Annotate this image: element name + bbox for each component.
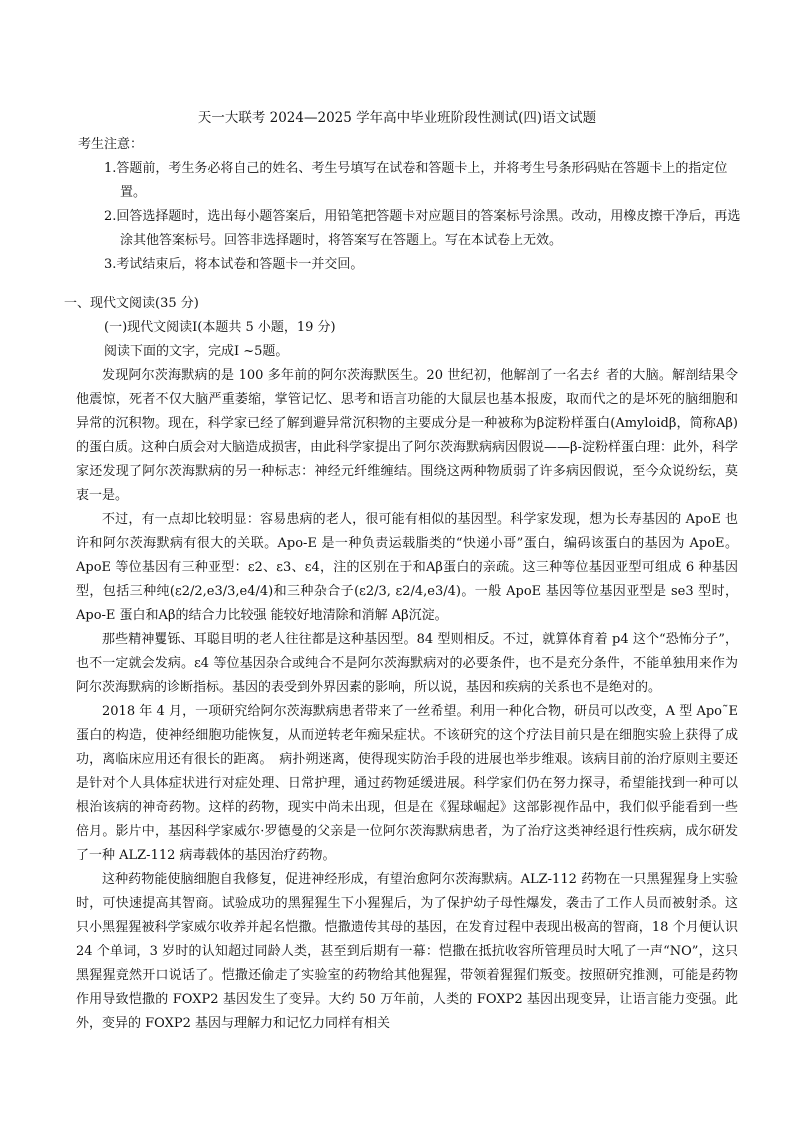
subsection-heading: (一)现代文阅读Ⅰ(本题共 5 小题，19 分)	[104, 320, 336, 335]
notice-list	[104, 157, 744, 277]
notice-item: 1.答题前，考生务必将自己的姓名、考生号填写在试卷和答题卡上，并将考生号条形码贴在答题卡上的指定位置。	[104, 161, 728, 200]
notice-item: 2.回答选择题时，选出每小题答案后，用铅笔把答题卡对应题目的答案标号涂黑。改动，用橡皮擦干净后，再选涂其他答案标号。回答非选择题时，将答案写在答题上。写在本试卷上无效。	[104, 209, 741, 248]
passage-paragraph: 这种药物能使脑细胞自我修复，促进神经形成，有望治愈阿尔茨海默病。ALZ-112 药物在一只黑猩猩身上实验时，可快速提高其智商。试验成功的黑猩猩生下小猩猩后，为了保护幼子母性爆发，袭击了工作人员而被射杀。这只小黑猩猩被科学家威尔收养并起名恺撒。恺撒遗传其母的基因，在发育过程中表现出极高的智商，18 个月便认识 24 个单词，3 岁时的认知超过同龄人类，甚至到后期有一幕：恺撒在抵抗收容所管理员时大吼了一声“NO”，这只黑猩猩竟然开口说话了。恺撒还偷走了实验室的药物给其他猩猩，带领着猩猩们叛变。按照研究推测，可能是药物作用导致恺撒的 FOXP2 基因发生了变异。大约 50 万年前，人类的 FOXP2 基因出现变异，让语言能力变强。此外，变异的 FOXP2 基因与理解力和记忆力同样有相关	[76, 872, 738, 1031]
passage-paragraph: 发现阿尔茨海默病的是 100 多年前的阿尔茨海默医生。20 世纪初，他解剖了一名去纟者的大脑。解剖结果令他震惊，死者不仅大脑严重萎缩，掌管记忆、思考和语言功能的大鼠层也基本报废，取而代之的是坏死的脑细胞和异常的沉积物。现在，科学家已经了解到避异常沉积物的主要成分是一种被称为β淀粉样蛋白(Amyloidβ，简称Aβ)的蛋白质。这种白质会对大脑造成损害，由此科学家提出了阿尔茨海默病病因假说——β-淀粉样蛋白理：此外，科学家还发现了阿尔茨海默病的另一种标志：神经元纤维缠结。围绕这两种物质弱了许多病因假说，至今众说纷纭，莫衷一是。	[76, 368, 738, 503]
notice-item: 3.考试结束后，将本试卷和答题卡一并交回。	[104, 257, 364, 272]
passage-paragraph: 那些精神矍铄、耳聪目明的老人往往都是这种基因型。84 型则相反。不过，就算体育着 p4 这个“恐怖分子”，也不一定就会发病。ε4 等位基因杂合或纯合不是阿尔茨海默病对的必要条件，也不是充分条件，不能单独用来作为阿尔茨海默病的诊断指标。基因的表受到外界因素的影响，所以说，基因和疾病的关系也不是绝对的。	[76, 632, 738, 695]
reading-passage	[76, 364, 738, 1036]
passage-paragraph: 2018 年 4 月，一项研究给阿尔茨海默病患者带来了一丝希望。利用一种化合物，研员可以改变，A 型 Apo˜E 蛋白的构造，使神经细胞功能恢复，从而逆转老年痴呆症状。不该研究的这个疗法目前只是在细胞实验上获得了成功，离临床应用还有很长的距离。 病扑朔迷离，使得现实防治手段的进展也举步维艰。该病目前的治疗原则主要还是针对个人具体症状进行对症处理、日常护理，通过药物延缓进展。科学家们仍在努力探寻，希望能找到一种可以根治该病的神奇药物。这样的药物，现实中尚未出现，但是在《猩球崛起》这部影视作品中，我们似乎能看到一些倍月。影片中，基因科学家威尔·罗德曼的父亲是一位阿尔茨海默病患者，为了治疗这类神经退行性疾病，成尔研发了一种 ALZ-112 病毒载体的基因治疗药物。	[76, 704, 738, 863]
passage-paragraph: 不过，有一点却比较明显：容易患病的老人，很可能有相似的基因型。科学家发现，想为长寿基因的 ApoE 也许和阿尔茨海默病有很大的关联。Apo-E 是一种负责运载脂类的“快递小哥”蛋白，编码该蛋白的基因为 ApoE。ApoE 等位基因有三种亚型：ε2、ε3、ε4，注的区别在于和Aβ蛋白的亲疏。这三种等位基因亚型可组成 6 种基因型，包括三种纯(ε2/2,e3/3,e4/4)和三种杂合子(ε2/3, ε2/4,e3/4)。一般 ApoE 基因等位基因亚型是 se3 型时，Apo-E 蛋白和Aβ的结合力比较强 能较好地清除和消解 Aβ沉淀。	[76, 512, 738, 623]
notice-heading: 考生注意：	[78, 137, 144, 152]
exam-title: 天一大联考 2024—2025 学年高中毕业班阶段性测试(四)语文试题	[197, 110, 597, 126]
section-heading: 一、现代文阅读(35 分)	[64, 296, 199, 311]
reading-instruction: 阅读下面的文字，完成Ⅰ ~5题。	[104, 344, 289, 359]
